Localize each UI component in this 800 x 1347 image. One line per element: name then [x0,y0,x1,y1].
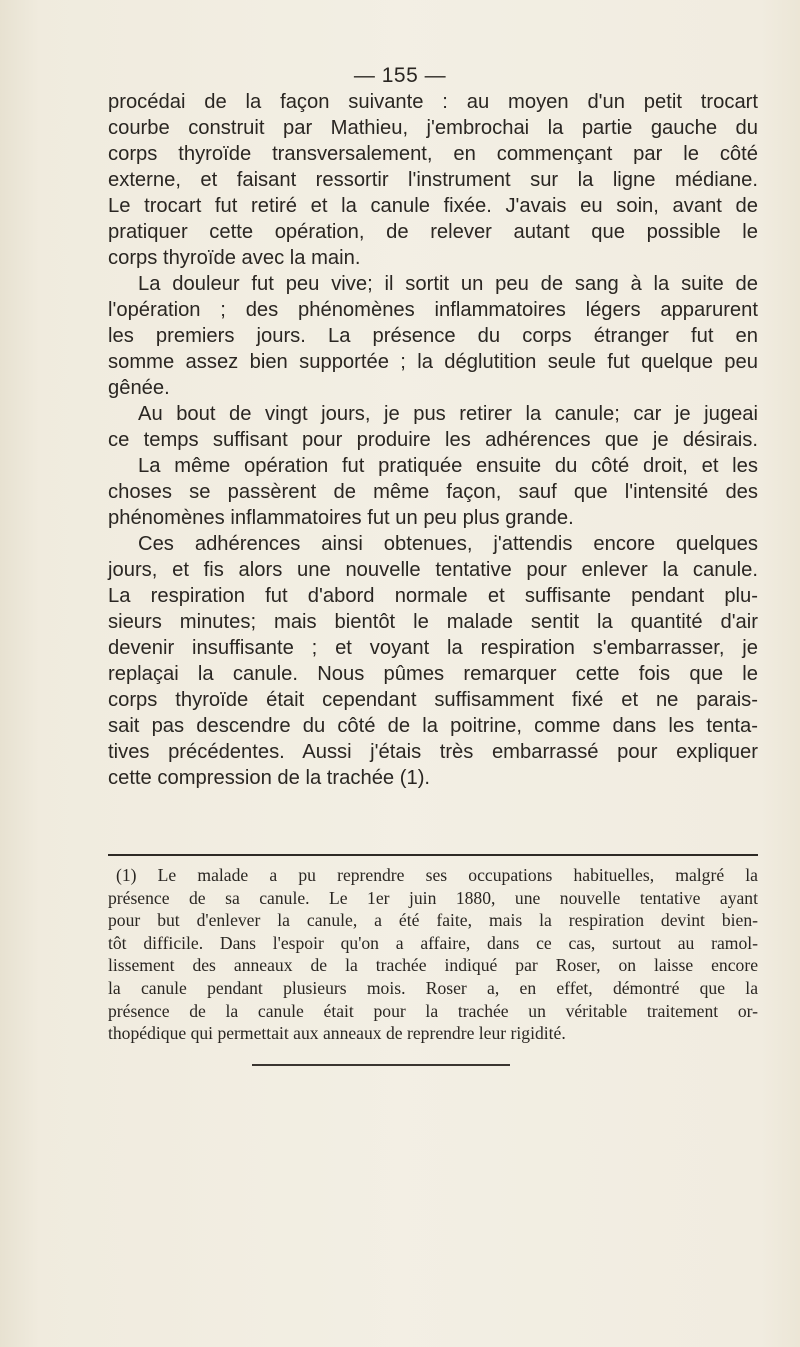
page-number-text: — 155 — [353,64,447,87]
text-line: tives précédentes. Aussi j'étais très embarrassé pour expliquer [108,741,758,763]
text-line: pratiquer cette opération, de relever autant que possible le [108,221,758,243]
text-line: replaçai la canule. Nous pûmes remarquer cette fois que le [108,663,758,685]
text-line: La respiration fut d'abord normale et suffisante pendant plu- [108,585,758,607]
footnote-line: pour but d'enlever la canule, a été faite, mais la respiration devint bien- [108,910,758,931]
text-line: corps thyroïde avec la main. [108,247,361,269]
text-line: les premiers jours. La présence du corps étranger fut en [108,325,758,347]
text-line: cette compression de la trachée (1). [108,767,431,789]
text-line: gênée. [108,377,170,399]
text-line: devenir insuffisante ; et voyant la respiration s'embarrasser, je [108,637,758,659]
text-line: phénomènes inflammatoires fut un peu plus grande. [108,507,574,529]
text-line: sait pas descendre du côté de la poitrine, comme dans les tenta- [108,715,758,737]
text-line: La douleur fut peu vive; il sortit un peu de sang à la suite de [138,273,758,295]
footnote-line: tôt difficile. Dans l'espoir qu'on a affaire, dans ce cas, surtout au ramol- [108,932,758,953]
text-line: Le trocart fut retiré et la canule fixée. J'avais eu soin, avant de [108,195,758,217]
text-line: corps thyroïde transversalement, en commençant par le côté [108,143,758,165]
text-line: somme assez bien supportée ; la déglutition seule fut quelque peu [108,351,758,373]
footnote-line: présence de sa canule. Le 1er juin 1880, une nouvelle tentative ayant [108,887,758,908]
text-line: choses se passèrent de même façon, sauf que l'intensité des [108,481,758,503]
footnote-line: la canule pendant plusieurs mois. Roser a, en effet, démontré que la [108,977,758,998]
main-text [108,89,758,791]
text-line: sieurs minutes; mais bientôt le malade sentit la quantité d'air [108,611,758,633]
footnote-line: présence de la canule était pour la trachée un véritable traitement or- [108,1000,758,1021]
text-line: Ces adhérences ainsi obtenues, j'attendis encore quelques [138,533,758,555]
footnote-line: thopédique qui permettait aux anneaux de reprendre leur rigidité. [108,1023,566,1044]
footnote-line: lissement des anneaux de la trachée indiqué par Roser, on laisse encore [108,955,758,976]
text-line: jours, et fis alors une nouvelle tentative pour enlever la canule. [108,559,758,581]
text-line: ce temps suffisant pour produire les adhérences que je désirais. [108,429,758,451]
footnote-line: (1) Le malade a pu reprendre ses occupations habituelles, malgré la [116,865,758,885]
text-line: externe, et faisant ressortir l'instrument sur la ligne médiane. [108,169,758,191]
end-rule [252,1064,510,1066]
footnote [108,864,758,1045]
text-line: La même opération fut pratiquée ensuite du côté droit, et les [138,455,758,477]
text-line: corps thyroïde était cependant suffisamment fixé et ne parais- [108,689,758,711]
page-number [0,64,800,88]
text-line: courbe construit par Mathieu, j'embrochai la partie gauche du [108,117,758,139]
text-line: procédai de la façon suivante : au moyen d'un petit trocart [108,91,758,113]
text-line: Au bout de vingt jours, je pus retirer la canule; car je jugeai [138,403,758,425]
footnote-divider [108,854,758,856]
text-line: l'opération ; des phénomènes inflammatoires légers apparurent [108,299,758,321]
